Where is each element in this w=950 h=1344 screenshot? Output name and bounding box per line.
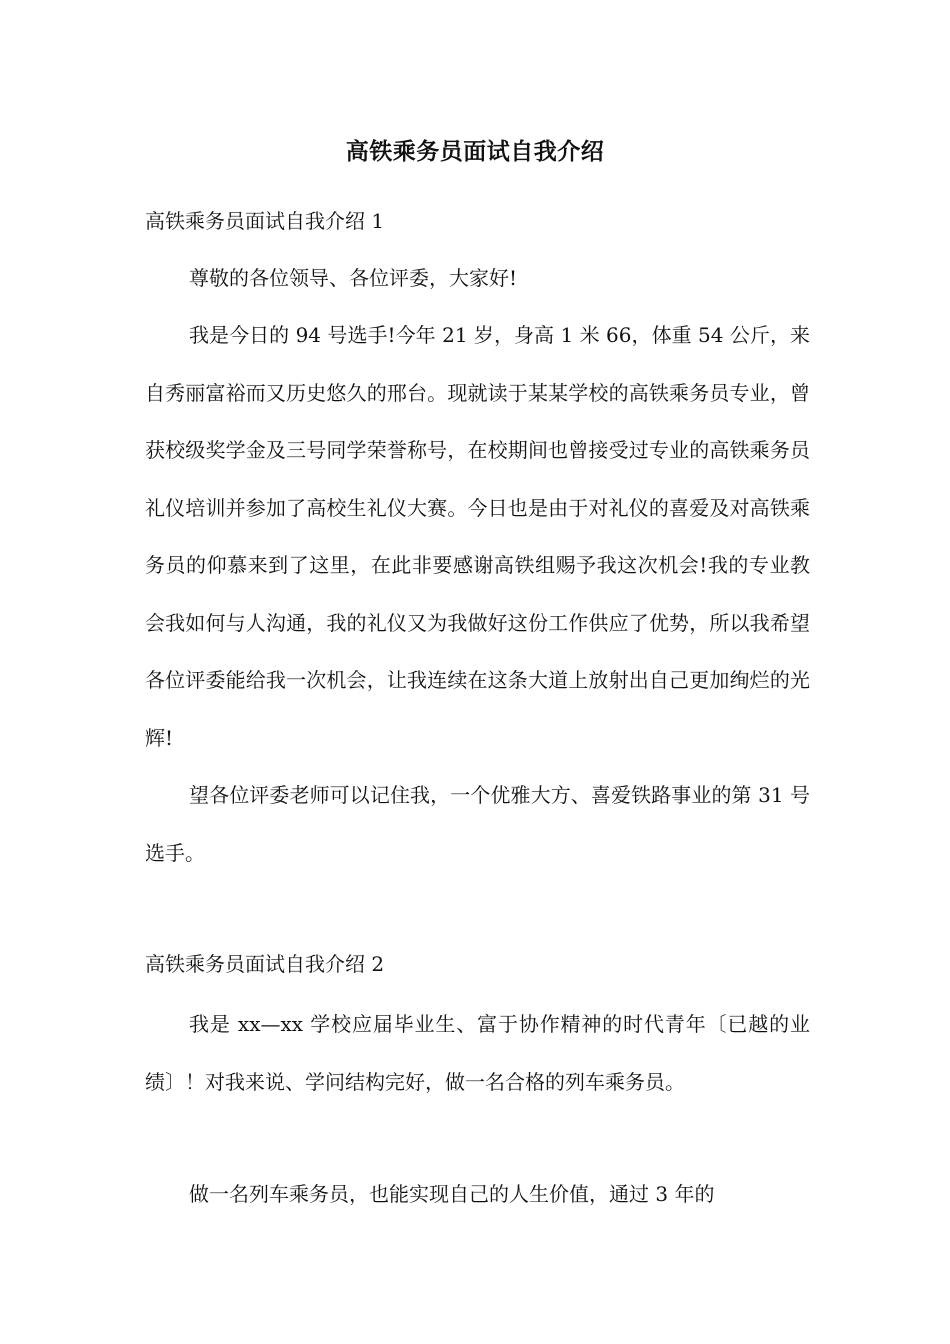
section-heading-2: 高铁乘务员面试自我介绍 2	[145, 952, 385, 976]
section2-paragraph-1: 我是 xx—xx 学校应届毕业生、富于协作精神的时代青年〔已越的业绩〕！对我来说、学问结构完好，做一名合格的列车乘务员。	[145, 1012, 810, 1094]
document-title: 高铁乘务员面试自我介绍	[345, 138, 605, 165]
intro-paragraph-2: 望各位评委老师可以记住我，一个优雅大方、喜爱铁路事业的第 31 号选手。	[145, 783, 810, 865]
greeting-paragraph: 尊敬的各位领导、各位评委，大家好!	[189, 266, 518, 290]
section-heading-1: 高铁乘务员面试自我介绍 1	[145, 209, 385, 233]
section2-paragraph-2: 做一名列车乘务员，也能实现自己的人生价值，通过 3 年的	[189, 1182, 715, 1206]
intro-paragraph-1: 我是今日的 94 号选手!今年 21 岁，身高 1 米 66，体重 54 公斤，来自秀丽富裕而又历史悠久的邢台。现就读于某某学校的高铁乘务员专业，曾获校级奖学金及三号同学荣誉称号，在校期间也曾接受过专业的高铁乘务员礼仪培训并参加了高校生礼仪大赛。今日也是由于对礼仪的喜爱及对高铁乘务员的仰慕来到了这里，在此非要感谢高铁组赐予我这次机会!我的专业教会我如何与人沟通，我的礼仪又为我做好这份工作供应了优势，所以我希望各位评委能给我一次机会，让我连续在这条大道上放射出自己更加绚烂的光辉!	[145, 323, 810, 750]
